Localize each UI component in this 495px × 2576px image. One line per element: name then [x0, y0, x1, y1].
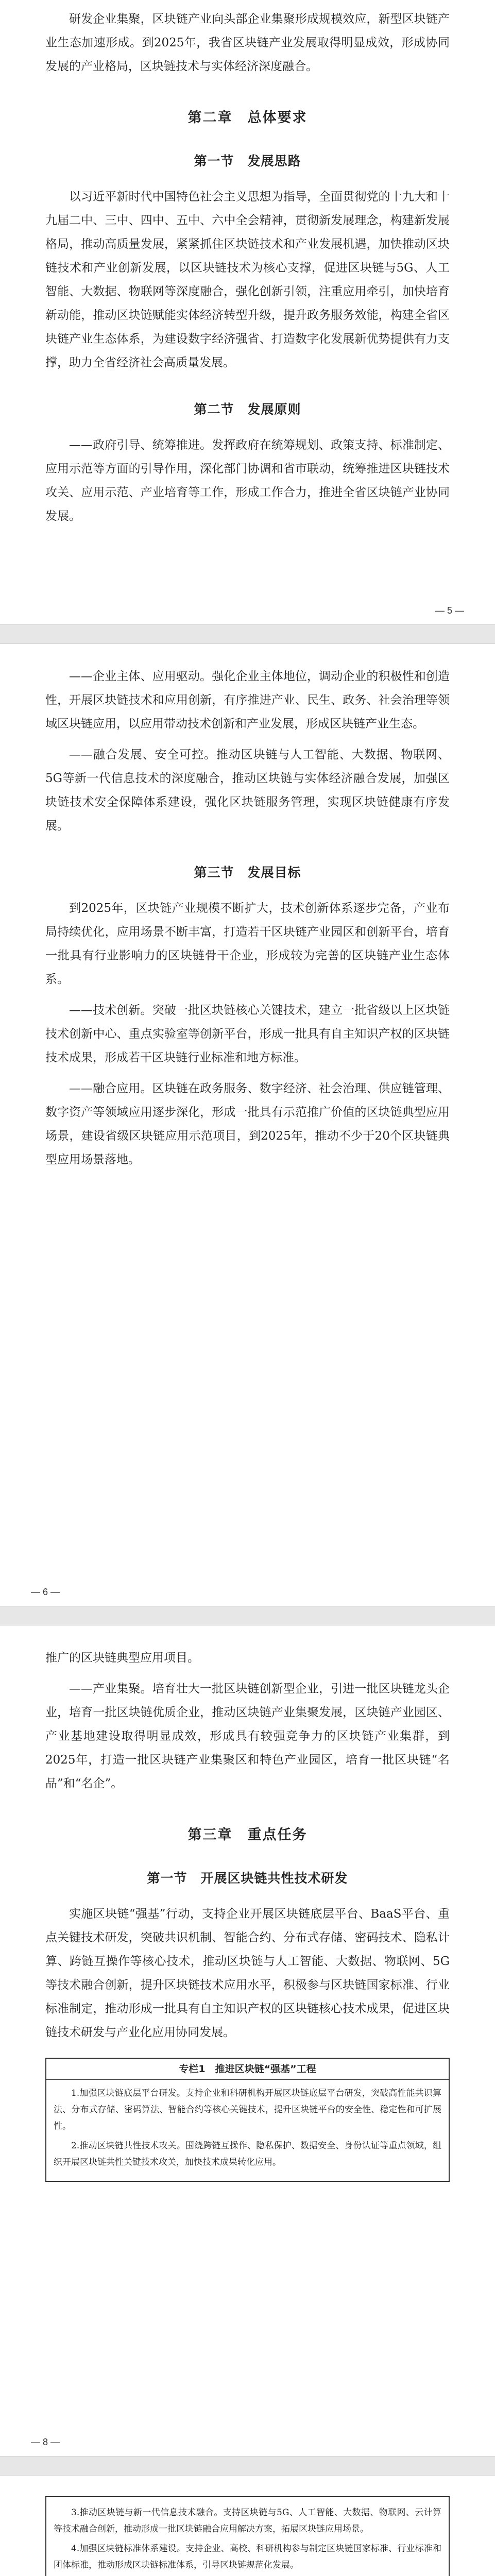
page-number: — 6 — — [31, 1587, 60, 1597]
section-heading: 第一节 发展思路 — [194, 154, 301, 168]
document-page-3 — [0, 1615, 495, 2465]
paragraph: 研发企业集聚，区块链产业向头部企业集聚形成规模效应，新型区块链产业生态加速形成。到2025年，我省区块链产业发展取得明显成效，形成协同发展的产业格局，区块链技术与实体经济深度融合。 — [45, 12, 450, 73]
section-heading: 第二节 发展原则 — [194, 402, 301, 417]
chapter-heading: 第三章 重点任务 — [187, 1827, 308, 1843]
page-number: — 8 — — [31, 2437, 60, 2447]
info-box-item: 3.推动区块链与新一代信息技术融合。支持区块链与5G、人工智能、大数据、物联网、云计算等技术融合创新，推动形成一批区块链融合应用解决方案，拓展区块链应用场景。 — [54, 2507, 441, 2534]
info-box-title: 专栏1 推进区块链“强基”工程 — [46, 2059, 449, 2080]
document-page-4 — [0, 2465, 495, 2576]
info-box-continued — [45, 2496, 450, 2576]
info-box — [45, 2058, 450, 2182]
page-number: — 5 — — [435, 605, 464, 616]
paragraph: 以习近平新时代中国特色社会主义思想为指导，全面贯彻党的十九大和十九届二中、三中、四中、五中、六中全会精神，贯彻新发展理念，构建新发展格局，推动高质量发展，紧紧抓住区块链技术和产业发展机遇，加快推动区块链技术和产业创新发展，以区块链技术为核心支撑，促进区块链与5G、人工智能、大数据、物联网等深度融合，强化创新引领，注重应用牵引，加快培育新动能，推动区块链赋能实体经济转型升级，提升政务服务效能，构建全省区块链产业生态体系，为建设数字经济强省、打造数字化发展新优势提供有力支撑，助力全省经济社会高质量发展。 — [45, 190, 450, 369]
paragraph: 推广的区块链典型应用项目。 — [45, 1651, 199, 1665]
info-box-item: 1.加强区块链底层平台研发。支持企业和科研机构开展区块链底层平台研发，突破高性能共识算法、分布式存储、密码算法、智能合约等核心关键技术，提升区块链平台的安全性、稳定性和可扩展性。 — [54, 2088, 441, 2131]
paragraph: 实施区块链“强基”行动，支持企业开展区块链底层平台、BaaS平台、重点关键技术研发，突破共识机制、智能合约、分布式存储、密码技术、隐私计算、跨链互操作等核心技术，推动区块链与人工智能、大数据、物联网、5G等技术融合创新，提升区块链技术应用水平，积极参与区块链国家标准、行业标准制定，推动形成一批具有自主知识产权的区块链核心技术成果，促进区块链技术研发与产业化应用协同发展。 — [45, 1907, 450, 2039]
document-page-2 — [0, 634, 495, 1615]
document-page-1 — [0, 0, 495, 634]
paragraph: ——企业主体、应用驱动。强化企业主体地位，调动企业的积极性和创造性，开展区块链技术和应用创新，有序推进产业、民生、政务、社会治理等领域区块链应用，以应用带动技术创新和产业发展，形成区块链产业生态。 — [45, 670, 450, 731]
paragraph: ——政府引导、统筹推进。发挥政府在统筹规划、政策支持、标准制定、应用示范等方面的引导作用，深化部门协调和省市联动，统筹推进区块链技术攻关、应用示范、产业培育等工作，形成工作合力，推进全省区块链产业协同发展。 — [45, 438, 450, 523]
paragraph: ——融合发展、安全可控。推动区块链与人工智能、大数据、物联网、5G等新一代信息技术的深度融合，推动区块链与实体经济融合发展，加强区块链技术安全保障体系建设，强化区块链服务管理，实现区块链健康有序发展。 — [45, 748, 450, 833]
section-heading: 第一节 开展区块链共性技术研发 — [147, 1871, 348, 1886]
info-box-item: 2.推动区块链共性技术攻关。围绕跨链互操作、隐私保护、数据安全、身份认证等重点领域，组织开展区块链共性关键技术攻关，加快技术成果转化应用。 — [54, 2141, 441, 2167]
chapter-heading: 第二章 总体要求 — [187, 110, 308, 126]
paragraph: 到2025年，区块链产业规模不断扩大，技术创新体系逐步完备，产业布局持续优化，应用场景不断丰富，打造若干区块链产业园区和创新平台，培育一批具有行业影响力的区块链骨干企业，形成较为完善的区块链产业生态体系。 — [45, 902, 450, 986]
paragraph: ——技术创新。突破一批区块链核心关键技术，建立一批省级以上区块链技术创新中心、重点实验室等创新平台，形成一批具有自主知识产权的区块链技术成果，形成若干区块链行业标准和地方标准。 — [45, 1004, 450, 1064]
info-box-item: 4.加强区块链标准体系建设。支持企业、高校、科研机构参与制定区块链国家标准、行业标准和团体标准，推动形成区块链标准体系，引导区块链规范化发展。 — [54, 2544, 441, 2570]
paragraph: ——产业集聚。培育壮大一批区块链创新型企业，引进一批区块链龙头企业，培育一批区块链优质企业，推动区块链产业集聚发展，区块链产业园区、产业基地建设取得明显成效，形成具有较强竞争力的区块链产业集群，到2025年，打造一批区块链产业集聚区和特色产业园区，培育一批区块链“名品”和“名企”。 — [45, 1682, 450, 1790]
section-heading: 第三节 发展目标 — [194, 865, 301, 880]
paragraph: ——融合应用。区块链在政务服务、数字经济、社会治理、供应链管理、数字资产等领域应用逐步深化，形成一批具有示范推广价值的区块链典型应用场景，建设省级区块链应用示范项目，到2025年，推动不少于20个区块链典型应用场景落地。 — [45, 1082, 450, 1166]
